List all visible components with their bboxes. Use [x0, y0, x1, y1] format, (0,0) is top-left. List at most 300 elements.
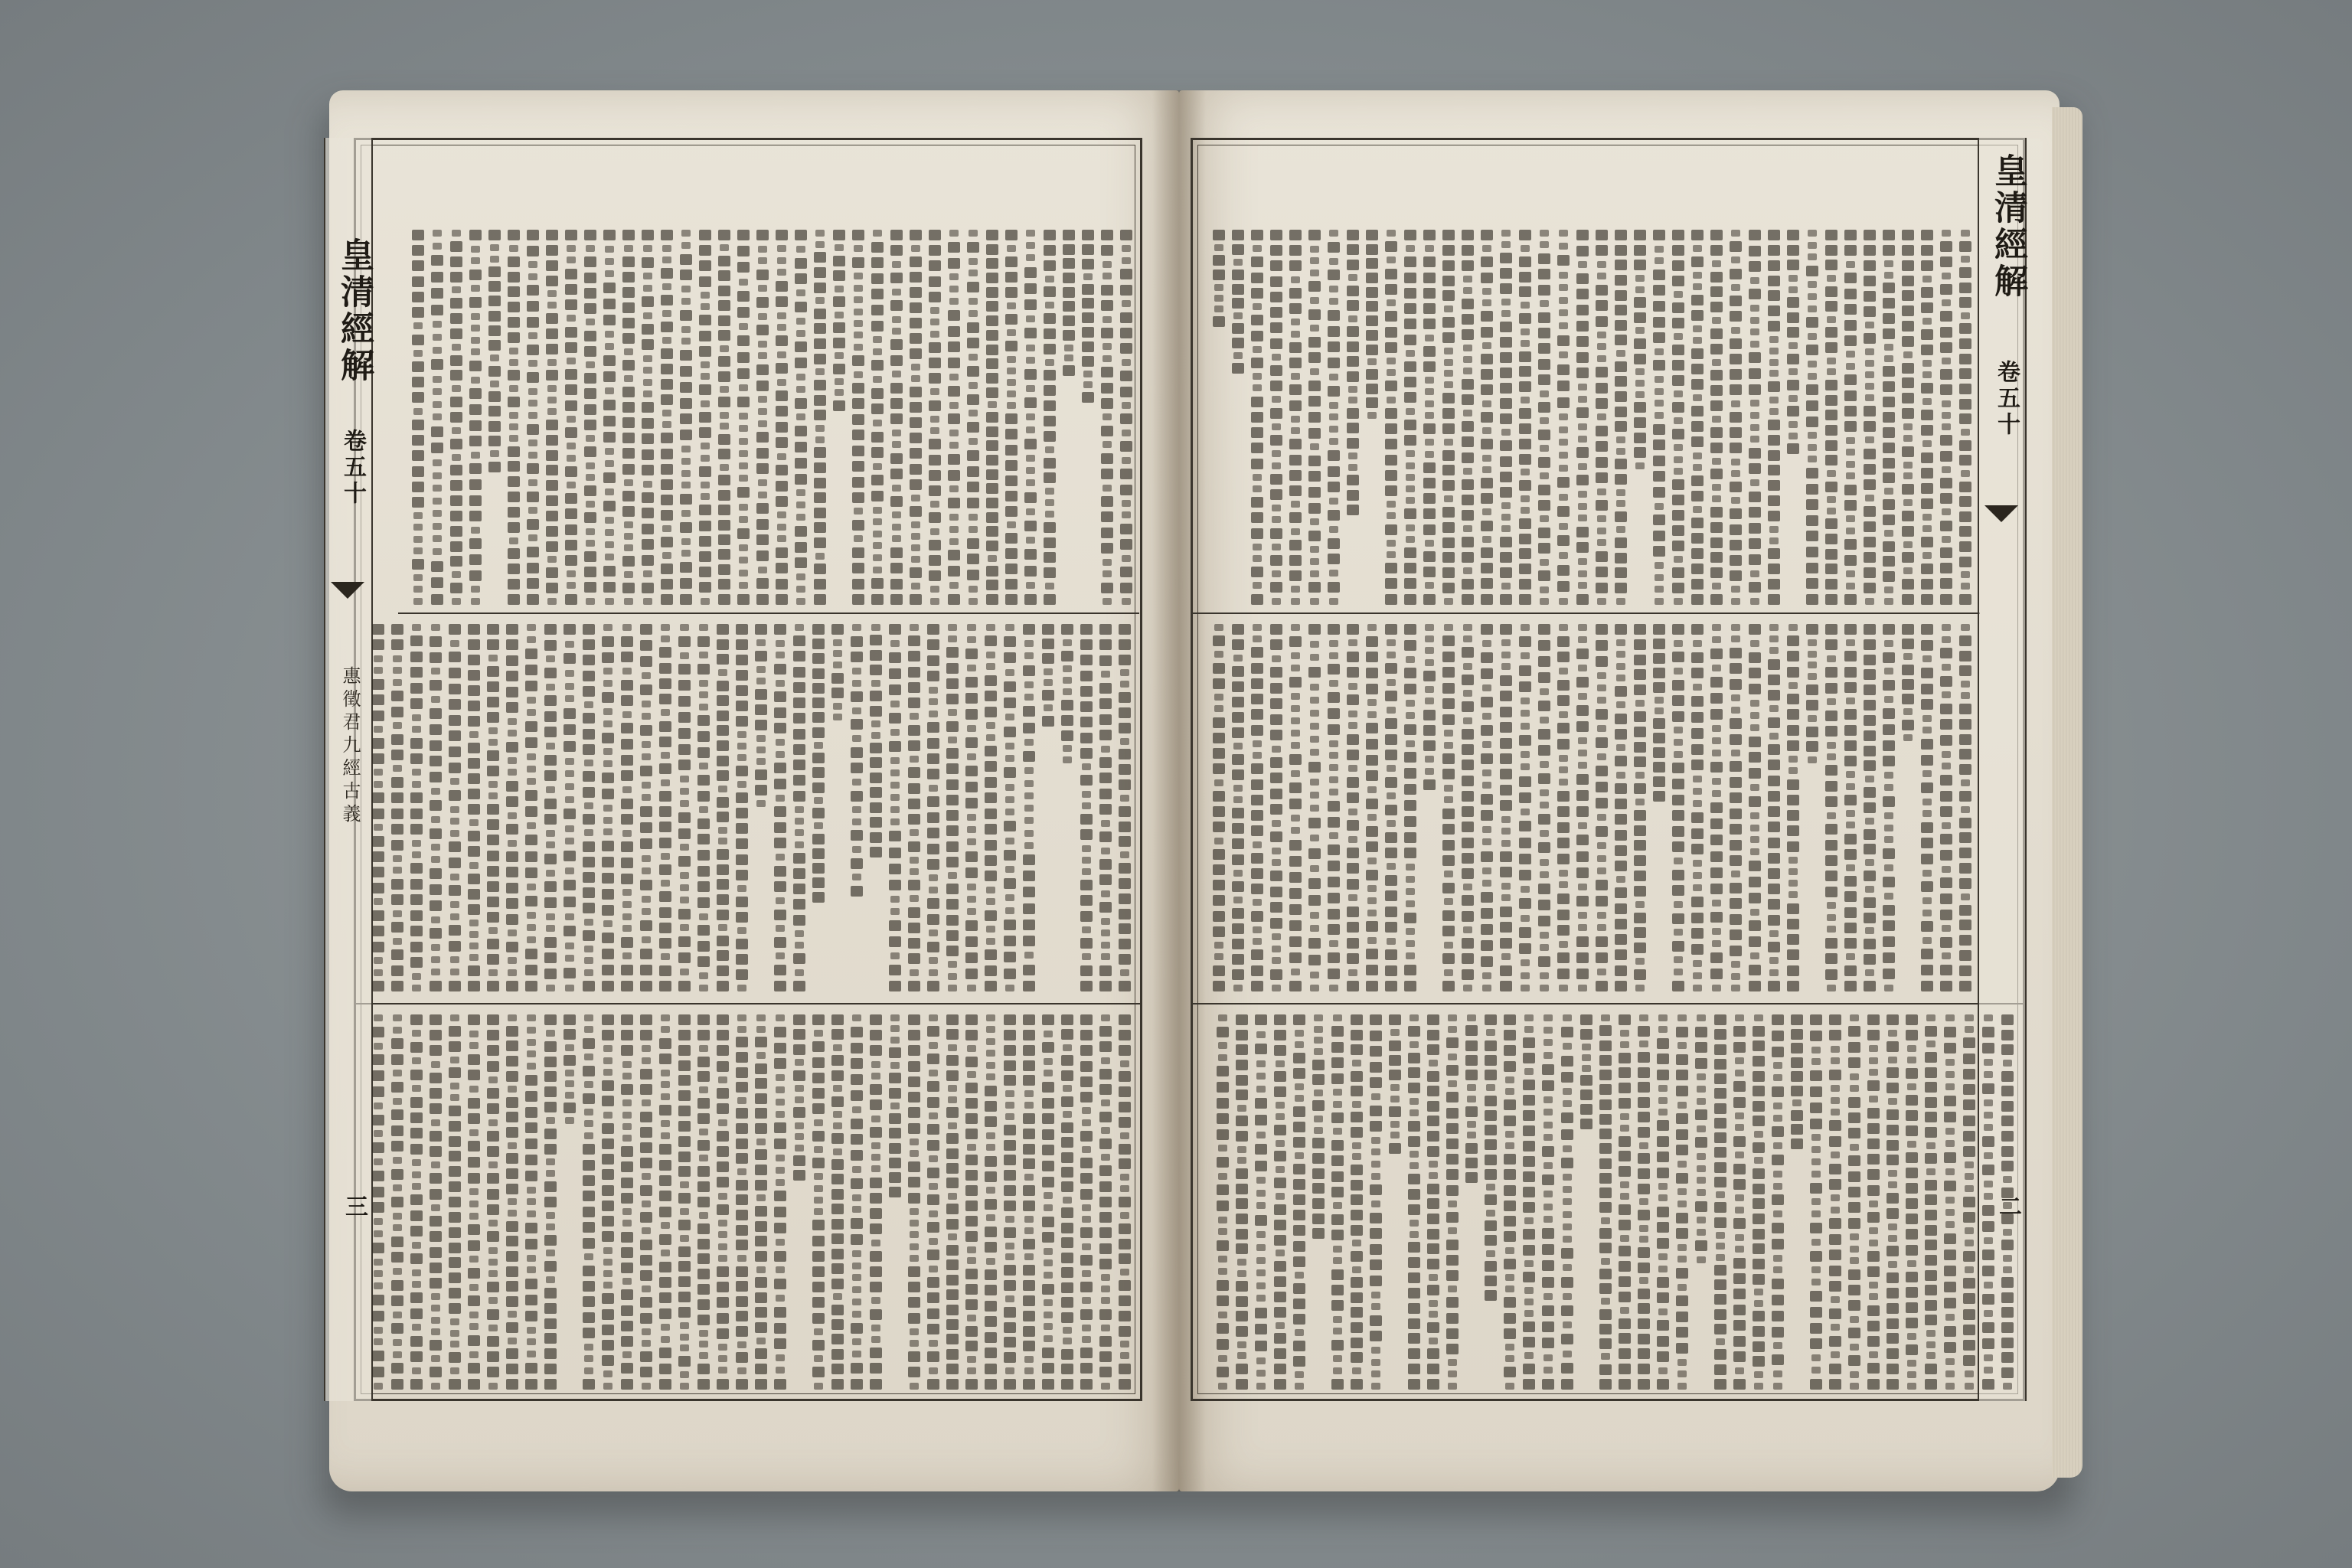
glyph-mark: [699, 551, 711, 562]
glyph-mark: [393, 1224, 402, 1231]
glyph-mark: [643, 355, 652, 362]
glyph-mark: [661, 594, 673, 605]
glyph-mark: [870, 1379, 882, 1390]
glyph-mark: [1827, 368, 1836, 375]
glyph-mark: [1615, 474, 1627, 485]
glyph-mark: [1576, 527, 1589, 537]
glyph-mark: [1844, 555, 1857, 566]
glyph-mark: [1119, 692, 1131, 703]
glyph-mark: [1442, 583, 1455, 593]
glyph-mark: [1691, 379, 1704, 390]
glyph-mark: [793, 1044, 805, 1055]
glyph-mark: [927, 898, 939, 909]
glyph-mark: [1004, 936, 1016, 946]
glyph-mark: [1406, 462, 1415, 469]
glyph-mark: [908, 1351, 920, 1362]
glyph-mark: [755, 624, 767, 635]
glyph-mark: [1082, 1107, 1091, 1114]
glyph-mark: [946, 1148, 959, 1159]
glyph-mark: [948, 258, 960, 269]
glyph-mark: [410, 1226, 423, 1236]
glyph-mark: [393, 855, 402, 862]
glyph-mark: [1423, 493, 1436, 504]
glyph-mark: [927, 753, 939, 764]
glyph-mark: [1289, 358, 1302, 368]
glyph-mark: [1328, 582, 1340, 593]
glyph-mark: [736, 1108, 748, 1119]
glyph-mark: [851, 1178, 863, 1189]
glyph-mark: [488, 1297, 498, 1304]
glyph-mark: [450, 439, 462, 449]
glyph-mark: [871, 447, 884, 458]
glyph-mark: [718, 669, 727, 676]
glyph-mark: [1270, 292, 1282, 302]
glyph-mark: [506, 1153, 518, 1164]
glyph-mark: [567, 455, 576, 462]
glyph-mark: [985, 840, 997, 851]
glyph-mark: [506, 1296, 518, 1307]
glyph-mark: [391, 707, 403, 717]
glyph-mark: [986, 440, 998, 451]
glyph-mark: [1653, 317, 1665, 328]
glyph-mark: [986, 734, 995, 741]
glyph-mark: [1404, 303, 1416, 314]
glyph-mark: [391, 750, 403, 760]
glyph-mark: [699, 1330, 708, 1337]
glyph-mark: [967, 624, 976, 631]
glyph-mark: [908, 1367, 920, 1377]
glyph-mark: [431, 1293, 440, 1300]
glyph-mark: [506, 1168, 518, 1179]
glyph-mark: [1044, 1248, 1053, 1255]
glyph-mark: [508, 370, 520, 381]
glyph-mark: [736, 897, 748, 907]
glyph-mark: [793, 1014, 805, 1025]
glyph-mark: [1005, 287, 1018, 298]
glyph-mark: [1500, 268, 1512, 279]
glyph-mark: [584, 273, 596, 283]
glyph-mark: [449, 1197, 461, 1207]
glyph-mark: [1615, 459, 1627, 469]
glyph-mark: [602, 773, 614, 783]
glyph-mark: [584, 1109, 593, 1116]
glyph-mark: [547, 397, 557, 403]
glyph-mark: [1023, 1311, 1035, 1321]
glyph-mark: [793, 1029, 805, 1040]
glyph-mark: [661, 322, 673, 332]
glyph-mark: [1500, 537, 1512, 547]
glyph-mark: [621, 1193, 633, 1204]
glyph-mark: [776, 1354, 785, 1361]
glyph-mark: [948, 413, 960, 424]
glyph-mark: [873, 542, 882, 549]
glyph-mark: [718, 1344, 727, 1351]
glyph-mark: [506, 981, 518, 991]
glyph-mark: [889, 624, 901, 635]
glyph-mark: [1082, 1270, 1091, 1277]
glyph-mark: [1750, 598, 1759, 605]
glyph-mark: [433, 243, 442, 250]
glyph-mark: [1061, 1055, 1073, 1066]
glyph-mark: [1308, 456, 1321, 466]
glyph-mark: [1291, 276, 1300, 283]
glyph-mark: [1808, 456, 1817, 462]
glyph-mark: [642, 896, 651, 903]
glyph-mark: [967, 242, 979, 253]
glyph-mark: [777, 511, 786, 518]
glyph-mark: [487, 712, 499, 723]
glyph-mark: [565, 1044, 574, 1051]
glyph-mark: [699, 567, 711, 577]
glyph-mark: [374, 1014, 383, 1021]
glyph-mark: [1044, 522, 1056, 533]
glyph-mark: [946, 1070, 959, 1081]
glyph-mark: [1538, 328, 1550, 338]
glyph-mark: [852, 230, 864, 240]
glyph-mark: [1004, 1170, 1016, 1181]
glyph-mark: [602, 965, 614, 975]
glyph-mark: [908, 667, 920, 678]
glyph-mark: [621, 937, 633, 948]
glyph-mark: [833, 1148, 842, 1155]
glyph-mark: [967, 896, 976, 903]
glyph-mark: [374, 769, 383, 776]
glyph-mark: [468, 1157, 480, 1168]
glyph-mark: [452, 427, 461, 434]
glyph-mark: [1635, 368, 1645, 375]
glyph-mark: [1308, 381, 1321, 391]
glyph-mark: [1423, 230, 1436, 240]
glyph-mark: [965, 920, 978, 931]
glyph-mark: [873, 531, 882, 537]
glyph-mark: [1328, 242, 1340, 253]
glyph-mark: [1119, 1326, 1131, 1337]
glyph-mark: [965, 1083, 978, 1093]
glyph-mark: [1120, 583, 1132, 593]
text-column: [542, 624, 559, 991]
glyph-mark: [776, 1086, 785, 1093]
glyph-mark: [1559, 426, 1568, 433]
glyph-mark: [1940, 311, 1952, 322]
glyph-mark: [621, 770, 633, 781]
glyph-mark: [1482, 427, 1491, 434]
glyph-mark: [1922, 360, 1932, 367]
glyph-mark: [1425, 400, 1434, 407]
glyph-mark: [449, 1067, 461, 1078]
glyph-mark: [1005, 533, 1018, 544]
glyph-mark: [584, 1014, 593, 1021]
glyph-mark: [490, 244, 499, 251]
glyph-mark: [431, 443, 443, 453]
glyph-mark: [929, 785, 938, 792]
glyph-mark: [1501, 429, 1511, 436]
glyph-mark: [659, 1364, 671, 1374]
glyph-mark: [1272, 544, 1281, 550]
glyph-mark: [1308, 471, 1321, 482]
glyph-mark: [1308, 531, 1321, 541]
glyph-mark: [927, 671, 939, 681]
text-column: [504, 624, 521, 991]
glyph-mark: [814, 1208, 823, 1215]
glyph-mark: [948, 1122, 957, 1129]
glyph-mark: [1806, 345, 1818, 355]
glyph-mark: [583, 1266, 595, 1276]
glyph-mark: [1120, 1269, 1129, 1276]
glyph-mark: [450, 806, 459, 813]
glyph-mark: [1961, 230, 1970, 237]
glyph-mark: [1042, 716, 1054, 727]
glyph-mark: [1462, 421, 1474, 432]
glyph-mark: [948, 635, 957, 642]
glyph-mark: [812, 1041, 825, 1052]
glyph-mark: [412, 307, 424, 318]
glyph-mark: [776, 1179, 785, 1186]
glyph-mark: [890, 245, 903, 256]
glyph-mark: [1387, 358, 1396, 364]
glyph-mark: [851, 858, 863, 869]
glyph-mark: [1691, 256, 1704, 267]
text-column: [791, 624, 808, 991]
glyph-mark: [870, 650, 882, 661]
glyph-mark: [564, 624, 576, 635]
glyph-mark: [793, 868, 805, 879]
glyph-mark: [1902, 363, 1914, 374]
glyph-mark: [1004, 1140, 1016, 1151]
glyph-mark: [1119, 863, 1131, 874]
glyph-mark: [527, 1210, 536, 1217]
glyph-mark: [412, 435, 424, 446]
glyph-mark: [927, 844, 939, 854]
glyph-mark: [851, 691, 863, 702]
glyph-mark: [1272, 423, 1281, 430]
glyph-mark: [1961, 429, 1970, 436]
glyph-mark: [642, 433, 654, 444]
glyph-mark: [1806, 578, 1818, 589]
glyph-mark: [1119, 1295, 1131, 1306]
glyph-mark: [412, 1159, 421, 1166]
glyph-mark: [469, 1042, 479, 1049]
glyph-mark: [946, 1379, 959, 1390]
glyph-mark: [1099, 1112, 1112, 1122]
glyph-mark: [1004, 1200, 1016, 1211]
glyph-mark: [659, 1234, 671, 1245]
glyph-mark: [699, 315, 711, 325]
glyph-mark: [736, 1082, 748, 1093]
glyph-mark: [1902, 245, 1914, 256]
glyph-mark: [870, 1178, 882, 1188]
glyph-mark: [1691, 295, 1704, 305]
glyph-mark: [871, 305, 884, 315]
glyph-mark: [1272, 505, 1281, 511]
glyph-mark: [1385, 269, 1397, 279]
glyph-mark: [776, 579, 788, 590]
glyph-mark: [927, 1026, 939, 1037]
glyph-mark: [468, 1173, 480, 1184]
glyph-mark: [1099, 789, 1112, 799]
glyph-mark: [506, 1097, 518, 1108]
glyph-mark: [430, 1231, 442, 1242]
glyph-mark: [1844, 485, 1857, 495]
glyph-mark: [1616, 500, 1625, 507]
glyph-mark: [509, 245, 518, 252]
glyph-mark: [946, 1289, 959, 1300]
glyph-mark: [661, 537, 673, 547]
glyph-mark: [1559, 494, 1568, 501]
glyph-mark: [468, 743, 480, 753]
glyph-mark: [525, 790, 537, 801]
glyph-mark: [737, 1341, 746, 1348]
glyph-mark: [430, 772, 442, 782]
glyph-mark: [1693, 394, 1702, 401]
glyph-mark: [1329, 298, 1338, 305]
glyph-mark: [1559, 439, 1568, 446]
glyph-mark: [852, 1206, 861, 1213]
glyph-mark: [603, 416, 616, 426]
glyph-mark: [835, 312, 844, 318]
glyph-mark: [1042, 653, 1054, 664]
glyph-mark: [640, 822, 652, 833]
glyph-mark: [795, 806, 804, 813]
glyph-mark: [1063, 330, 1075, 341]
glyph-mark: [852, 1263, 861, 1269]
glyph-mark: [468, 1268, 480, 1279]
glyph-mark: [890, 273, 903, 283]
glyph-mark: [1768, 321, 1780, 332]
glyph-mark: [527, 230, 539, 240]
glyph-mark: [1769, 397, 1779, 403]
glyph-mark: [1844, 500, 1857, 511]
glyph-mark: [469, 361, 482, 371]
glyph-mark: [1061, 1029, 1073, 1040]
text-column: [1040, 624, 1057, 991]
glyph-mark: [969, 258, 978, 265]
glyph-mark: [1042, 1177, 1054, 1187]
glyph-mark: [431, 561, 443, 572]
glyph-mark: [1596, 245, 1608, 256]
glyph-mark: [1942, 400, 1951, 407]
glyph-mark: [737, 594, 750, 605]
glyph-mark: [910, 1231, 919, 1238]
glyph-mark: [603, 1069, 612, 1076]
glyph-mark: [449, 1026, 461, 1037]
glyph-mark: [449, 668, 461, 678]
glyph-mark: [1024, 640, 1034, 647]
glyph-mark: [603, 1259, 612, 1266]
glyph-mark: [1122, 430, 1131, 436]
glyph-mark: [737, 335, 750, 346]
glyph-mark: [1005, 256, 1018, 267]
text-column: [714, 1014, 731, 1390]
glyph-mark: [1423, 524, 1436, 535]
glyph-mark: [1042, 1232, 1054, 1243]
glyph-mark: [1308, 281, 1321, 292]
glyph-mark: [1080, 733, 1093, 743]
glyph-mark: [1653, 230, 1665, 240]
glyph-mark: [697, 1239, 710, 1250]
glyph-mark: [718, 1076, 727, 1083]
glyph-mark: [697, 1269, 710, 1279]
glyph-mark: [965, 1341, 978, 1351]
glyph-mark: [642, 508, 654, 518]
glyph-mark: [622, 925, 632, 932]
glyph-mark: [469, 538, 482, 549]
glyph-mark: [814, 1030, 823, 1037]
glyph-mark: [430, 1189, 442, 1200]
glyph-mark: [755, 785, 767, 795]
glyph-mark: [1044, 1192, 1053, 1199]
glyph-mark: [1597, 539, 1606, 546]
glyph-mark: [758, 492, 767, 498]
glyph-mark: [564, 1055, 576, 1066]
glyph-mark: [487, 1204, 499, 1215]
glyph-mark: [873, 376, 882, 383]
glyph-mark: [1102, 343, 1112, 350]
glyph-mark: [758, 396, 767, 403]
glyph-mark: [1406, 245, 1415, 252]
glyph-mark: [1024, 842, 1034, 849]
text-column: [1059, 624, 1076, 991]
glyph-mark: [621, 1045, 633, 1056]
glyph-mark: [1501, 525, 1511, 532]
text-column: [1099, 230, 1116, 605]
glyph-mark: [1080, 1030, 1093, 1040]
glyph-mark: [697, 1030, 710, 1040]
glyph-mark: [547, 598, 557, 605]
glyph-mark: [468, 670, 480, 681]
glyph-mark: [1120, 485, 1132, 495]
glyph-mark: [965, 1216, 978, 1227]
glyph-mark: [1270, 381, 1282, 391]
glyph-mark: [1615, 391, 1627, 402]
glyph-mark: [602, 949, 614, 959]
glyph-mark: [929, 276, 941, 287]
glyph-mark: [1825, 594, 1838, 605]
glyph-mark: [1024, 439, 1037, 449]
glyph-mark: [506, 883, 518, 893]
glyph-mark: [659, 1191, 671, 1201]
glyph-mark: [1005, 579, 1018, 590]
glyph-mark: [739, 279, 748, 286]
glyph-mark: [908, 651, 920, 662]
glyph-mark: [527, 285, 539, 296]
glyph-mark: [584, 331, 596, 341]
glyph-mark: [527, 547, 539, 557]
glyph-mark: [965, 969, 978, 979]
glyph-mark: [793, 1155, 805, 1166]
glyph-mark: [1101, 583, 1113, 593]
glyph-mark: [621, 680, 633, 691]
glyph-mark: [643, 598, 652, 605]
text-column: [523, 1014, 540, 1390]
glyph-mark: [431, 1305, 440, 1312]
glyph-mark: [1101, 671, 1110, 678]
glyph-mark: [776, 897, 785, 904]
glyph-mark: [1787, 354, 1799, 364]
glyph-mark: [1787, 443, 1799, 454]
glyph-mark: [680, 872, 689, 879]
glyph-mark: [412, 1057, 421, 1064]
glyph-mark: [831, 1233, 844, 1244]
glyph-mark: [469, 1312, 479, 1318]
glyph-mark: [911, 495, 920, 501]
glyph-mark: [833, 1122, 842, 1129]
glyph-mark: [1101, 848, 1110, 854]
glyph-mark: [1119, 1311, 1131, 1321]
glyph-mark: [1023, 1326, 1035, 1337]
glyph-mark: [1540, 515, 1549, 522]
glyph-mark: [1044, 431, 1056, 442]
glyph-mark: [756, 1266, 766, 1273]
